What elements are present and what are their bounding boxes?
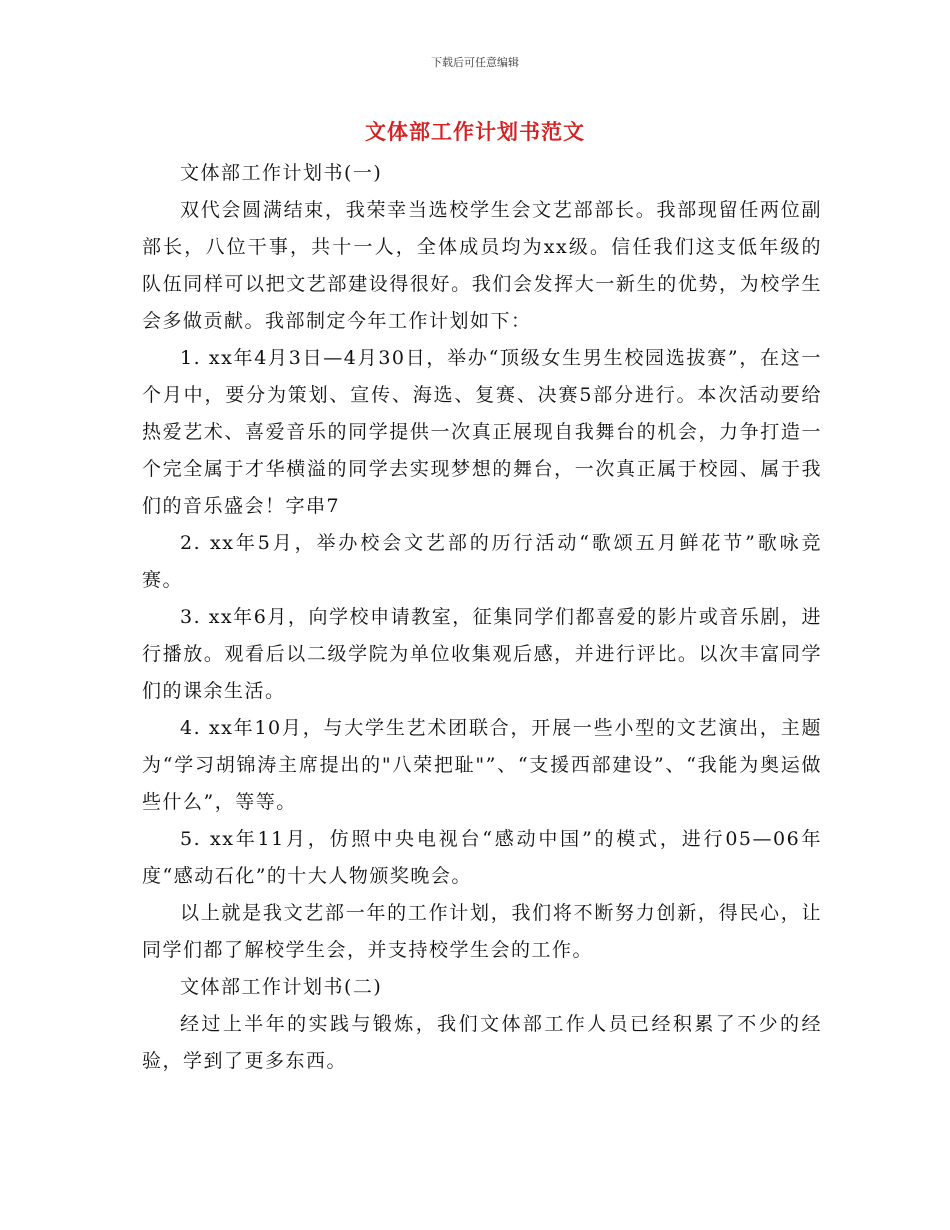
document-title: 文体部工作计划书范文 — [365, 120, 585, 144]
section-1-closing: 以上就是我文艺部一年的工作计划，我们将不断努力创新，得民心，让同学们都了解校学生会，并支持校学生会的工作。 — [142, 902, 822, 961]
plan-item-4: 4. xx年10月，与大学生艺术团联合，开展一些小型的文艺演出，主题为“学习胡锦涛主席提出的"八荣把耻"”、“支援西部建设”、“我能为奥运做些什么”，等等。 — [142, 717, 822, 813]
page-header: 下载后可任意编辑 — [431, 56, 519, 69]
plan-item-3: 3. xx年6月，向学校申请教室，征集同学们都喜爱的影片或音乐剧，进行播放。观看后以二级学院为单位收集观后感，并进行评比。以次丰富同学们的课余生活。 — [142, 606, 822, 702]
document-body — [142, 155, 822, 1080]
plan-item-5: 5. xx年11月，仿照中央电视台“感动中国”的模式，进行05—06年度“感动石化”的十大人物颁奖晚会。 — [142, 828, 822, 887]
section-heading-1: 文体部工作计划书(一) — [180, 162, 383, 184]
section-2-intro: 经过上半年的实践与锻炼，我们文体部工作人员已经积累了不少的经验，学到了更多东西。 — [142, 1013, 822, 1072]
section-heading-2: 文体部工作计划书(二) — [180, 976, 383, 998]
plan-item-1: 1. xx年4月3日—4月30日，举办“顶级女生男生校园选拔赛”，在这一个月中，要分为策划、宣传、海选、复赛、决赛5部分进行。本次活动要给热爱艺术、喜爱音乐的同学提供一次真正展现自我舞台的机会，力争打造一个完全属于才华横溢的同学去实现梦想的舞台，一次真正属于校园、属于我们的音乐盛会！字串7 — [142, 347, 822, 517]
plan-item-2: 2. xx年5月，举办校会文艺部的历行活动“歌颂五月鲜花节”歌咏竞赛。 — [142, 532, 822, 591]
section-1-intro: 双代会圆满结束，我荣幸当选校学生会文艺部部长。我部现留任两位副部长，八位干事，共十一人，全体成员均为xx级。信任我们这支低年级的队伍同样可以把文艺部建设得很好。我们会发挥大一新生的优势，为校学生会多做贡献。我部制定今年工作计划如下： — [142, 199, 822, 332]
